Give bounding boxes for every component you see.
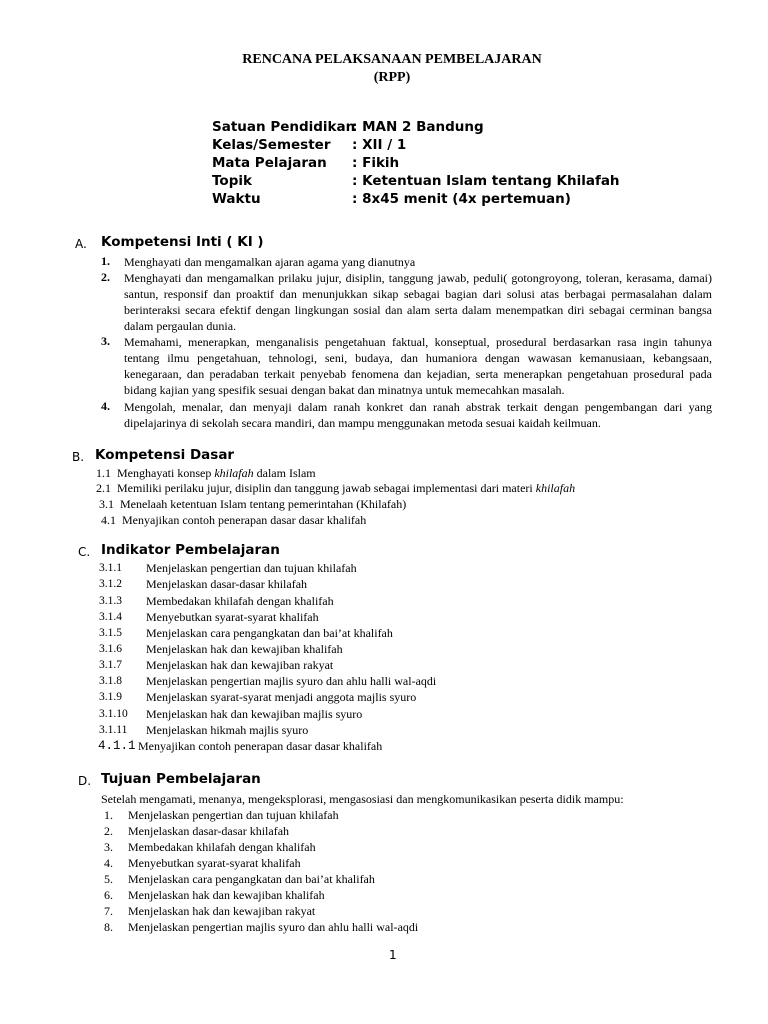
kd-item — [101, 513, 366, 528]
indicator-number: 3.1.9 — [99, 691, 122, 703]
info-label: Mata Pelajaran — [212, 155, 327, 171]
kd-item — [96, 481, 575, 496]
info-value: : XII / 1 — [352, 137, 407, 153]
indicator-number: 3.1.6 — [99, 643, 122, 655]
kd-emphasis: khilafah — [535, 481, 576, 495]
kd-item — [96, 466, 316, 481]
kd-number: 4.1 — [101, 513, 116, 527]
indicator-number: 3.1.7 — [99, 659, 122, 671]
kd-text: Menyajikan contoh penerapan dasar dasar khalifah — [122, 513, 367, 527]
objective-number: 8. — [104, 920, 113, 934]
objective-number: 6. — [104, 888, 113, 902]
indicator-number: 3.1.2 — [99, 578, 122, 590]
indicator-number: 3.1.5 — [99, 627, 122, 639]
objective-text: Menyebutkan syarat-syarat khalifah — [128, 856, 301, 870]
info-label: Waktu — [212, 191, 261, 207]
indicator-text: Menyebutkan syarat-syarat khalifah — [146, 610, 319, 624]
info-value: : Ketentuan Islam tentang Khilafah — [352, 173, 620, 189]
kd-text: Memiliki perilaku jujur, disiplin dan tanggung jawab sebagai implementasi dari materi — [117, 481, 536, 495]
kd-number: 3.1 — [99, 497, 114, 511]
info-label: Satuan Pendidikan — [212, 119, 356, 135]
info-value: : Fikih — [352, 155, 400, 171]
ki-text: Menghayati dan mengamalkan prilaku jujur, disiplin, tanggung jawab, peduli( gotongroyong, toleran, kerasama, damai) santun, responsif dan proaktif dan menunjukkan sikap sebagai bagian dari solusi atas berbagai permasalahan dalam berinteraksi secara efektif dengan lingkungan sosial dan alam serta dalam menempatkan diri sebagai cerminan bangsa dalam pergaulan dunia. — [124, 271, 712, 334]
ki-text: Menghayati dan mengamalkan ajaran agama yang dianutnya — [124, 255, 416, 269]
section-title: Kompetensi Inti ( KI ) — [101, 234, 264, 250]
kd-item — [99, 497, 406, 512]
indicator-number: 3.1.1 — [99, 562, 122, 574]
ki-number: 2. — [101, 270, 110, 284]
indicator-text: Menjelaskan hak dan kewajiban rakyat — [146, 658, 334, 672]
section-title: Indikator Pembelajaran — [101, 542, 280, 558]
info-label: Topik — [212, 173, 252, 189]
kd-number: 1.1 — [96, 466, 111, 480]
page-number: 1 — [389, 948, 397, 962]
objective-number: 2. — [104, 824, 113, 838]
indicator-text: Menjelaskan pengertian dan tujuan khilafah — [146, 561, 357, 575]
ki-number: 3. — [101, 334, 110, 348]
indicator-number: 3.1.10 — [99, 708, 128, 720]
doc-title: RENCANA PELAKSANAAN PEMBELAJARAN — [242, 52, 542, 67]
indicator-text: Menjelaskan cara pengangkatan dan bai’at khalifah — [146, 626, 393, 640]
ki-text: Memahami, menerapkan, menganalisis pengetahuan faktual, konseptual, prosedural berdasarkan rasa ingin tahunya tentang ilmu pengetahuan, tehnologi, seni, budaya, dan humaniora dengan wawasan kemanusiaan, kebangsaan, kenegaraan, dan peradaban terkait penyebab fenomena dan kejadian, serta menerapkan pengetahuan prosedural pada bidang kajian yang spesifik sesuai dengan bakat dan minatnya untuk memecahkan masalah. — [124, 335, 712, 398]
indicator-text: Menjelaskan syarat-syarat menjadi anggota majlis syuro — [146, 690, 417, 704]
info-label: Kelas/Semester — [212, 137, 331, 153]
kd-text-tail: dalam Islam — [253, 466, 316, 480]
info-value: : 8x45 menit (4x pertemuan) — [352, 191, 571, 207]
objective-number: 1. — [104, 808, 113, 822]
ki-number: 1. — [101, 254, 110, 268]
indicator-number: 3.1.11 — [99, 724, 128, 736]
kd-number: 2.1 — [96, 481, 111, 495]
doc-subtitle: (RPP) — [373, 70, 411, 85]
indicator-text: Menjelaskan hak dan kewajiban khalifah — [146, 642, 343, 656]
indicator-text: Menjelaskan hikmah majlis syuro — [146, 723, 309, 737]
section-letter: A. — [75, 237, 87, 251]
indicator-text: Membedakan khilafah dengan khalifah — [146, 594, 334, 608]
kd-text: Menghayati konsep — [117, 466, 215, 480]
indicator-number: 3.1.4 — [99, 611, 122, 623]
indicator-text: Menjelaskan pengertian majlis syuro dan ahlu halli wal-aqdi — [146, 674, 437, 688]
info-value: : MAN 2 Bandung — [352, 119, 484, 135]
objective-number: 7. — [104, 904, 113, 918]
indicator-number: 3.1.8 — [99, 675, 122, 687]
objective-number: 4. — [104, 856, 113, 870]
indicator-number: 3.1.3 — [99, 595, 122, 607]
indicator-number: 4.1.1 — [98, 739, 136, 753]
objective-text: Menjelaskan dasar-dasar khilafah — [128, 824, 290, 838]
objective-number: 3. — [104, 840, 113, 854]
kd-emphasis: khilafah — [214, 466, 254, 480]
objective-text: Menjelaskan cara pengangkatan dan bai’at khalifah — [128, 872, 375, 886]
section-letter: C. — [78, 545, 91, 559]
section-title: Tujuan Pembelajaran — [101, 771, 261, 787]
section-title: Kompetensi Dasar — [95, 447, 235, 463]
kd-text: Menelaah ketentuan Islam tentang pemerintahan (Khilafah) — [120, 497, 407, 511]
indicator-text: Menjelaskan dasar-dasar khilafah — [146, 577, 308, 591]
objective-intro: Setelah mengamati, menanya, mengeksplorasi, mengasosiasi dan mengkomunikasikan peserta didik mampu: — [101, 792, 624, 806]
objective-text: Menjelaskan pengertian dan tujuan khilafah — [128, 808, 339, 822]
indicator-text: Menyajikan contoh penerapan dasar dasar khalifah — [138, 739, 383, 753]
section-letter: D. — [78, 774, 92, 788]
indicator-text: Menjelaskan hak dan kewajiban majlis syuro — [146, 707, 363, 721]
objective-text: Menjelaskan hak dan kewajiban khalifah — [128, 888, 325, 902]
objective-number: 5. — [104, 872, 113, 886]
ki-text: Mengolah, menalar, dan menyaji dalam ranah konkret dan ranah abstrak terkait dengan pengembangan dari yang dipelajarinya di sekolah secara mandiri, dan mampu menggunakan metoda sesuai kaidah keilmuan. — [124, 400, 712, 431]
ki-number: 4. — [101, 399, 110, 413]
objective-text: Menjelaskan hak dan kewajiban rakyat — [128, 904, 316, 918]
section-letter: B. — [72, 450, 85, 464]
objective-text: Membedakan khilafah dengan khalifah — [128, 840, 316, 854]
objective-text: Menjelaskan pengertian majlis syuro dan ahlu halli wal-aqdi — [128, 920, 419, 934]
